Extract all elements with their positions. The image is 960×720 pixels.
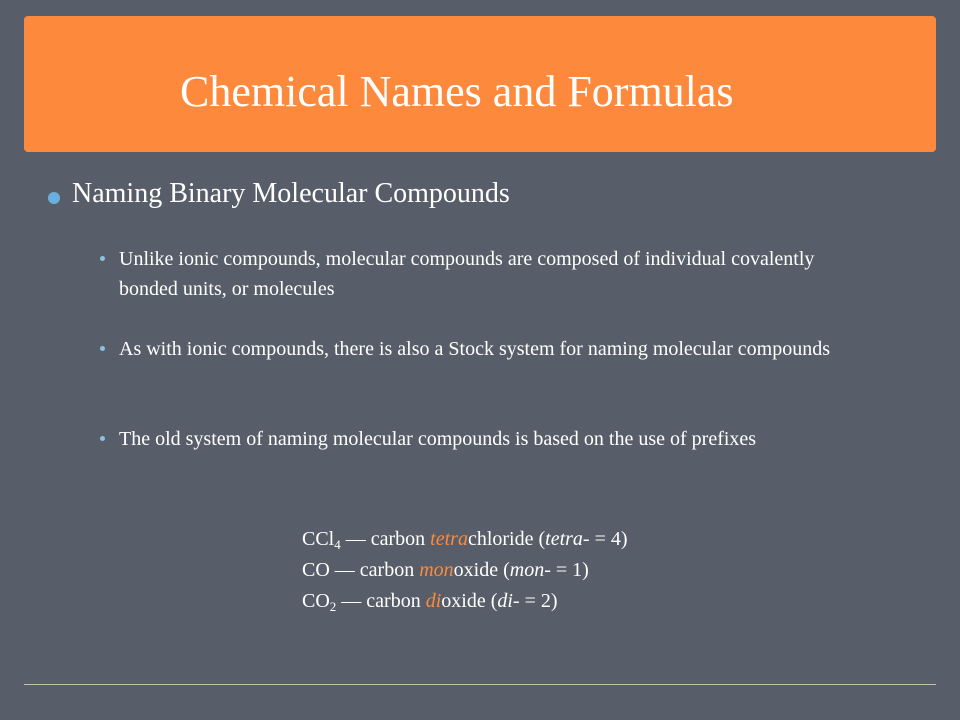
sub-bullet-dot-icon — [100, 256, 105, 261]
sub-bullet-dot-icon — [100, 346, 105, 351]
example-value: = 4) — [589, 528, 628, 550]
footer-rule — [24, 684, 936, 685]
example-line — [302, 586, 628, 617]
example-value: = 1) — [550, 559, 589, 581]
sub-bullet-text: The old system of naming molecular compounds is based on the use of prefixes — [119, 428, 757, 450]
prefix-examples — [302, 524, 628, 617]
example-rest: oxide ( — [453, 559, 510, 581]
example-dash: — carbon — [329, 559, 420, 581]
example-rest: chloride ( — [467, 528, 546, 550]
example-formula-subscript: 4 — [334, 537, 341, 552]
example-formula: CCl — [302, 528, 335, 550]
example-prefix: tetra — [430, 528, 468, 550]
sub-bullet — [100, 424, 860, 454]
example-prefix-italic: di- — [497, 590, 520, 612]
example-line — [302, 555, 628, 586]
example-dash: — carbon — [336, 590, 426, 612]
example-line — [302, 524, 628, 555]
slide-title: Chemical Names and Formulas — [180, 67, 734, 116]
example-formula: CO — [302, 559, 330, 581]
example-rest: oxide ( — [441, 590, 498, 612]
example-formula-subscript: 2 — [329, 599, 337, 614]
example-prefix: mon — [419, 559, 454, 581]
bullet-dot-icon — [48, 192, 60, 204]
example-formula: CO — [302, 590, 330, 612]
sub-bullet-dot-icon — [100, 436, 105, 441]
sub-bullet — [100, 244, 860, 304]
sub-bullet-text: Unlike ionic compounds, molecular compounds are composed of individual covalently bonded units, or molecules — [119, 248, 815, 300]
example-prefix-italic: tetra- — [545, 528, 590, 550]
main-bullet-text: Naming Binary Molecular Compounds — [72, 178, 510, 209]
sub-bullet-text: As with ionic compounds, there is also a Stock system for naming molecular compounds — [119, 338, 830, 360]
example-prefix: di — [425, 590, 442, 612]
example-dash: — carbon — [340, 528, 431, 550]
example-prefix-italic: mon- — [509, 559, 551, 581]
sub-bullet — [100, 334, 860, 364]
example-value: = 2) — [519, 590, 558, 612]
